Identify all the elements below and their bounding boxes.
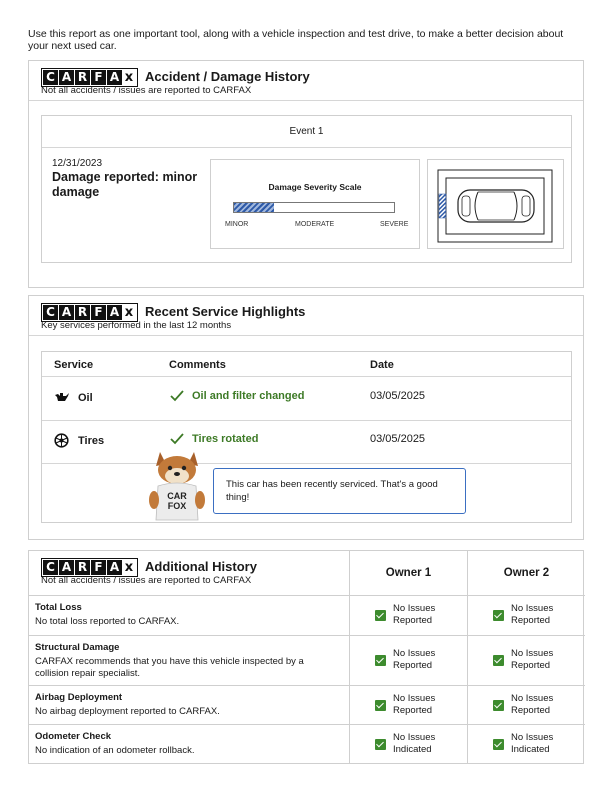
- severity-fill: [234, 203, 274, 212]
- history-row-structural-damage: [29, 636, 585, 686]
- scale-label-minor: MINOR: [225, 221, 249, 228]
- row-title: Odometer Check: [35, 731, 112, 742]
- service-table: [41, 351, 572, 523]
- row-title: Total Loss: [35, 602, 82, 613]
- fox-shirt-line2: FOX: [167, 501, 187, 511]
- history-row-total-loss: [29, 596, 585, 636]
- severity-scale-title: Damage Severity Scale: [268, 182, 362, 192]
- accident-panel: [28, 60, 584, 288]
- owner-1-status: [349, 636, 467, 685]
- service-name: Oil: [78, 392, 93, 404]
- owner-1-status: [349, 596, 467, 635]
- service-comment: Oil and filter changed: [192, 390, 305, 402]
- status-line1: No Issues: [393, 648, 436, 659]
- owner-2-status: [467, 636, 585, 685]
- table-row: [42, 421, 571, 464]
- owner-2-status: [467, 725, 585, 764]
- history-row-odometer-check: [29, 725, 585, 764]
- scale-label-severe: SEVERE: [380, 221, 409, 228]
- status-line2: Reported: [393, 705, 433, 716]
- owner-2-status: [467, 596, 585, 635]
- check-icon: [170, 390, 184, 402]
- car-damage-diagram: [427, 159, 564, 249]
- additional-history-panel: [28, 550, 584, 764]
- service-comment: Tires rotated: [192, 433, 259, 445]
- service-name: Tires: [78, 435, 105, 447]
- col-service: Service: [54, 359, 94, 371]
- status-line2: Reported: [393, 660, 433, 671]
- service-title: Recent Service Highlights: [145, 304, 306, 319]
- carfox-mascot-icon: [146, 450, 208, 524]
- accident-header: [29, 61, 583, 101]
- owner-1-status: [349, 686, 467, 724]
- row-description: No airbag deployment reported to CARFAX.: [35, 706, 220, 717]
- severity-bar: [233, 202, 395, 213]
- col-date: Date: [370, 359, 394, 371]
- check-icon: [170, 433, 184, 445]
- service-date: 03/05/2025: [370, 433, 426, 445]
- status-line1: No Issues: [393, 603, 436, 614]
- service-subtitle: Key services performed in the last 12 months: [41, 320, 232, 331]
- service-panel: [28, 295, 584, 540]
- checkbox-icon: [375, 610, 386, 621]
- intro-text: Use this report as one important tool, along with a vehicle inspection and test drive, to make a better decision about your next used car.: [28, 28, 564, 52]
- additional-title: Additional History: [145, 559, 257, 574]
- status-line2: Reported: [511, 705, 551, 716]
- status-line1: No Issues: [393, 732, 436, 743]
- history-row-airbag-deployment: [29, 686, 585, 725]
- table-row: [42, 378, 571, 421]
- row-description: CARFAX recommends that you have this vehicle inspected by a collision repair specialist.: [35, 656, 304, 679]
- additional-header: [29, 551, 585, 596]
- status-line2: Indicated: [393, 744, 432, 755]
- carfax-logo: C A R F A x: [41, 558, 138, 577]
- event-title: Event 1: [42, 116, 571, 148]
- checkbox-icon: [375, 655, 386, 666]
- row-title: Structural Damage: [35, 642, 120, 653]
- row-description: No indication of an odometer rollback.: [35, 745, 195, 756]
- status-line2: Reported: [511, 660, 551, 671]
- status-line1: No Issues: [511, 603, 554, 614]
- severity-scale: [210, 159, 420, 249]
- row-title: Airbag Deployment: [35, 692, 123, 703]
- owner-1-status: [349, 725, 467, 764]
- additional-subtitle: Not all accidents / issues are reported to CARFAX: [41, 575, 252, 586]
- status-line1: No Issues: [393, 693, 436, 704]
- col-comments: Comments: [169, 359, 226, 371]
- car-diagram-icon: [428, 160, 565, 250]
- checkbox-icon: [493, 739, 504, 750]
- row-description: No total loss reported to CARFAX.: [35, 616, 180, 627]
- checkbox-icon: [493, 655, 504, 666]
- status-line2: Reported: [393, 615, 433, 626]
- owner-2-status: [467, 686, 585, 724]
- accident-title: Accident / Damage History: [145, 69, 310, 84]
- carfax-logo: C A R F A x: [41, 303, 138, 322]
- service-header: [29, 296, 583, 336]
- service-table-header: [42, 352, 571, 377]
- carfax-logo: C A R F A x: [41, 68, 138, 87]
- fox-speech-bubble: This car has been recently serviced. That's a good thing!: [213, 468, 466, 514]
- checkbox-icon: [375, 700, 386, 711]
- scale-label-moderate: MODERATE: [295, 221, 335, 228]
- owner-2-header: Owner 2: [467, 551, 585, 596]
- event-card: [41, 115, 572, 263]
- fox-shirt-line1: CAR: [167, 491, 187, 501]
- oil-can-icon: [54, 390, 70, 404]
- status-line1: No Issues: [511, 648, 554, 659]
- status-line1: No Issues: [511, 693, 554, 704]
- tire-icon: [54, 433, 69, 448]
- checkbox-icon: [493, 610, 504, 621]
- checkbox-icon: [493, 700, 504, 711]
- status-line2: Reported: [511, 615, 551, 626]
- service-date: 03/05/2025: [370, 390, 426, 402]
- accident-subtitle: Not all accidents / issues are reported to CARFAX: [41, 85, 252, 96]
- status-line1: No Issues: [511, 732, 554, 743]
- owner-1-header: Owner 1: [349, 551, 467, 596]
- event-description: Damage reported: minor damage: [52, 170, 198, 199]
- event-date: 12/31/2023: [52, 158, 103, 169]
- status-line2: Indicated: [511, 744, 550, 755]
- checkbox-icon: [375, 739, 386, 750]
